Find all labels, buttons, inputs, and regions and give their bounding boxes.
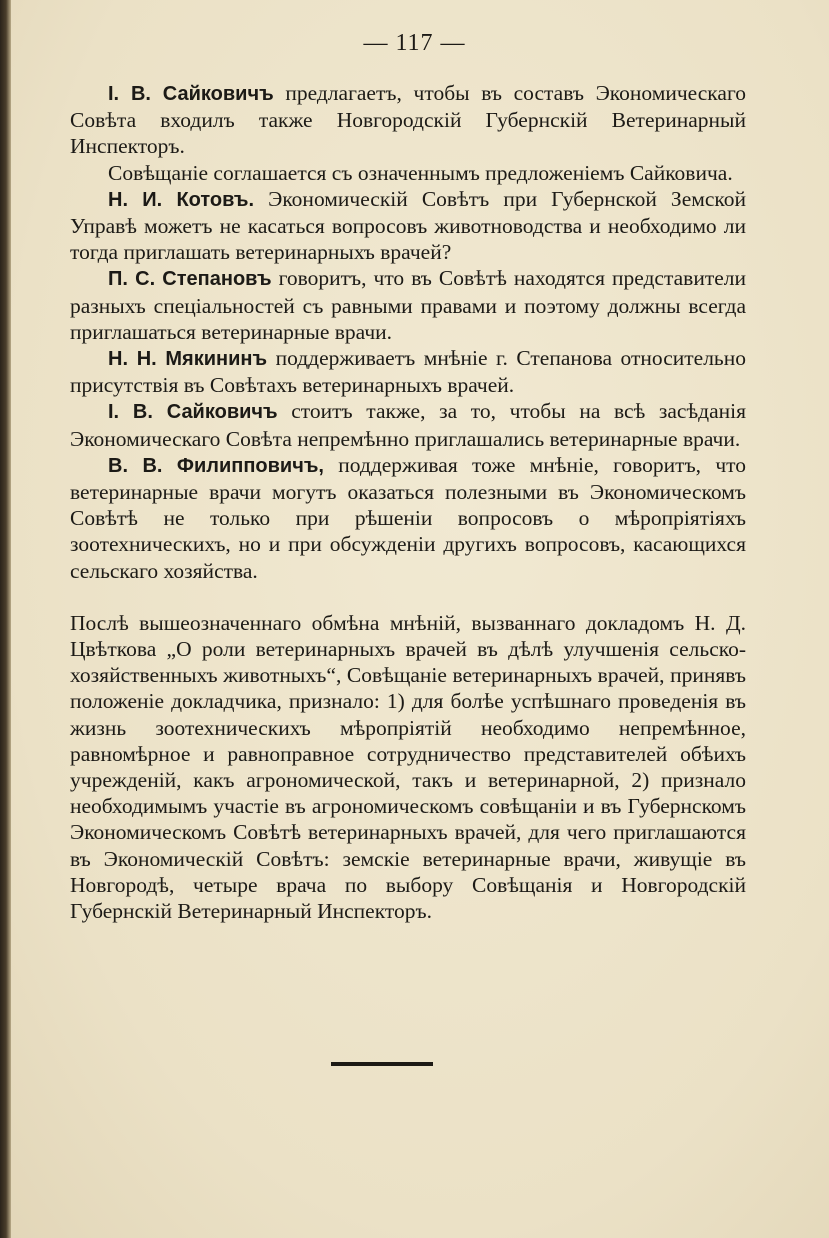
page-number: — 117 — bbox=[363, 30, 466, 56]
speaker-name: I. В. Сайковичъ bbox=[108, 401, 278, 424]
page-text bbox=[70, 80, 746, 924]
paragraph-stepanov bbox=[70, 265, 746, 345]
paragraph-text: Совѣщаніе соглашается съ означеннымъ предложеніемъ Сайковича. bbox=[108, 160, 733, 185]
book-spine-shadow bbox=[0, 0, 11, 1238]
paragraph-text: поддерживаетъ мнѣніе г. Степанова относительно присутствія въ Совѣтахъ ветеринарныхъ врачей. bbox=[70, 346, 746, 398]
paragraph-text: предлагаетъ, чтобы въ составъ Экономическаго Совѣта входилъ также Новгородскій Губернскій Ветеринарный Инспекторъ. bbox=[70, 81, 746, 159]
paragraph-text: Экономическій Совѣтъ при Губернской Земской Управѣ можетъ не касаться вопросовъ животноводства и необходимо ли тогда приглашать ветеринарныхъ врачей? bbox=[70, 186, 747, 265]
paragraph-saykovich-2 bbox=[70, 398, 746, 451]
paragraph-myakinin bbox=[70, 345, 746, 398]
speaker-name: В. В. Филипповичъ, bbox=[108, 454, 324, 477]
end-rule-divider bbox=[331, 1062, 433, 1066]
speaker-name: Н. Н. Мякининъ bbox=[108, 348, 268, 371]
paragraph-agreement bbox=[70, 160, 746, 186]
paragraph-saykovich-1 bbox=[70, 80, 746, 160]
paragraph-text: поддерживая тоже мнѣніе, говоритъ, что ветеринарные врачи могутъ оказаться полезными въ Экономическомъ Совѣтѣ не только при рѣшеніи вопросовъ о мѣропріятіяхъ зоотехническихъ, но и при обсужденіи другихъ вопросовъ, касающихся сельскаго хозяйства. bbox=[70, 452, 746, 583]
paragraph-text: стоитъ также, за то, чтобы на всѣ засѣданія Экономическаго Совѣта непремѣнно приглашались ветеринарные врачи. bbox=[70, 399, 746, 451]
speaker-name: I. В. Сайковичъ bbox=[108, 83, 274, 105]
section-gap bbox=[70, 584, 746, 610]
paragraph-filippovich bbox=[70, 452, 746, 584]
speaker-name: Н. И. Котовъ. bbox=[108, 188, 255, 211]
speaker-name: П. С. Степановъ bbox=[108, 268, 272, 291]
paragraph-kotov bbox=[70, 186, 746, 266]
resolution-paragraph: Послѣ вышеозначеннаго обмѣна мнѣній, вызваннаго докладомъ Н. Д. Цвѣткова „О роли ветеринарныхъ врачей въ дѣлѣ улучшенія сельско-хозяйственныхъ животныхъ“, Совѣщаніе ветеринарныхъ врачей, принявъ положеніе докладчика, признало: 1) для болѣе успѣшнаго проведенія въ жизнь зоотехническихъ мѣропріятій необходимо непремѣнное, равномѣрное и равноправное сотрудничество представителей обѣихъ учрежденій, какъ агрономической, такъ и ветеринарной, 2) признало необходимымъ участіе въ агрономическомъ совѣщаніи и въ Губернскомъ Экономическомъ Совѣтѣ ветеринарныхъ врачей, для чего приглашаются въ Экономическій Совѣтъ: земскіе ветеринарные врачи, живущіе въ Новгородѣ, четыре врача по выбору Совѣщанія и Новгородскій Губернскій Ветеринарный Инспекторъ. bbox=[70, 610, 746, 924]
paragraph-text: говоритъ, что въ Совѣтѣ находятся представители разныхъ спеціальностей съ равными правами и поэтому должны всегда приглашаться ветеринарные врачи. bbox=[70, 266, 746, 344]
